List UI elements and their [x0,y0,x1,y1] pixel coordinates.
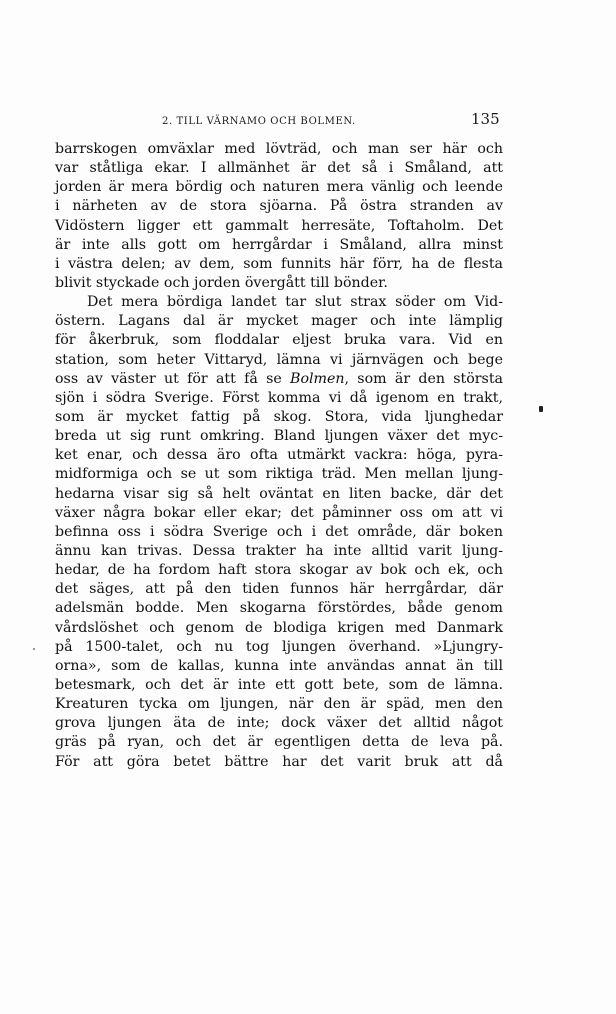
text-line: på 1500-talet, och nu tog ljungen överhand. »Ljungry- [55,638,503,655]
text-line: ännu kan trivas. Dessa trakter ha inte alltid varit ljung- [55,542,503,559]
text-line: orna», som de kallas, kunna inte användas annat än till [55,657,503,674]
text-line: station, som heter Vittaryd, lämna vi järnvägen och bege [55,351,503,368]
text-line: är inte alls gott om herrgårdar i Småland, allra minst [55,236,503,253]
text-line: som är mycket fattig på skog. Stora, vida ljunghedar [55,408,503,425]
text-line: grova ljungen äta de inte; dock växer det alltid något [55,715,503,732]
text-line: adelsmän bodde. Men skogarna förstördes, både genom [55,600,503,617]
text-line: betesmark, och det är inte ett gott bete, som de lämna. [55,676,503,693]
text-line: för åkerbruk, som floddalar eljest bruka vara. Vid en [55,332,503,349]
text-line: Kreaturen tycka om ljungen, när den är späd, men den [55,696,503,713]
text-line: hedarna visar sig så helt oväntat en liten backe, där det [55,485,503,502]
text-line: befinna oss i södra Sverige och i det område, där boken [55,523,503,540]
page-number: 135 [471,110,500,128]
body-text [55,140,503,772]
italic-word: Bolmen [290,370,345,387]
margin-dot [33,648,35,650]
text-line: vårdslöshet och genom de blodiga krigen med Danmark [55,619,503,636]
text-line: i närheten av de stora sjöarna. På östra stranden av [55,198,503,215]
text-line: sjön i södra Sverige. Först komma vi då igenom en trakt, [55,389,503,406]
text-line: var ståtliga ekar. I allmänhet är det så i Småland, att [55,160,503,177]
text-line: gräs på ryan, och det är egentligen detta de leva på. [55,734,503,751]
text-line: i västra delen; av dem, som funnits här förr, ha de flesta [55,255,503,272]
text-line: midformiga och se ut som riktiga träd. Men mellan ljung- [55,466,503,483]
text-line: östern. Lagans dal är mycket mager och inte lämplig [55,313,503,330]
text-line: breda ut sig runt omkring. Bland ljungen växer det myc- [55,428,503,445]
text-line: det säges, att på den tiden funnos här herrgårdar, där [55,581,503,598]
text-line: barrskogen omväxlar med lövträd, och man ser här och [55,141,503,157]
text-line: hedar, de ha fordom haft stora skogar av bok och ek, och [55,562,503,579]
text-line: jorden är mera bördig och naturen mera vänlig och leende [55,179,503,196]
running-head: 2. TILL VÄRNAMO OCH BOLMEN. [162,116,356,127]
text-line: Det mera bördiga landet tar slut strax söder om Vid- [87,294,503,311]
text-line: växer några bokar eller ekar; det påminner oss om att vi [55,504,503,521]
text-line: oss av väster ut för att få se Bolmen, som är den största [55,370,503,387]
text-line: blivit styckade och jorden övergått till bönder. [55,274,388,291]
text-line: ket enar, och dessa äro ofta utmärkt vackra: höga, pyra- [55,447,503,464]
margin-mark [539,406,543,412]
text-line: För att göra betet bättre har det varit bruk att då [55,753,503,770]
text-line: Vidöstern ligger ett gammalt herresäte, Toftaholm. Det [55,217,503,234]
